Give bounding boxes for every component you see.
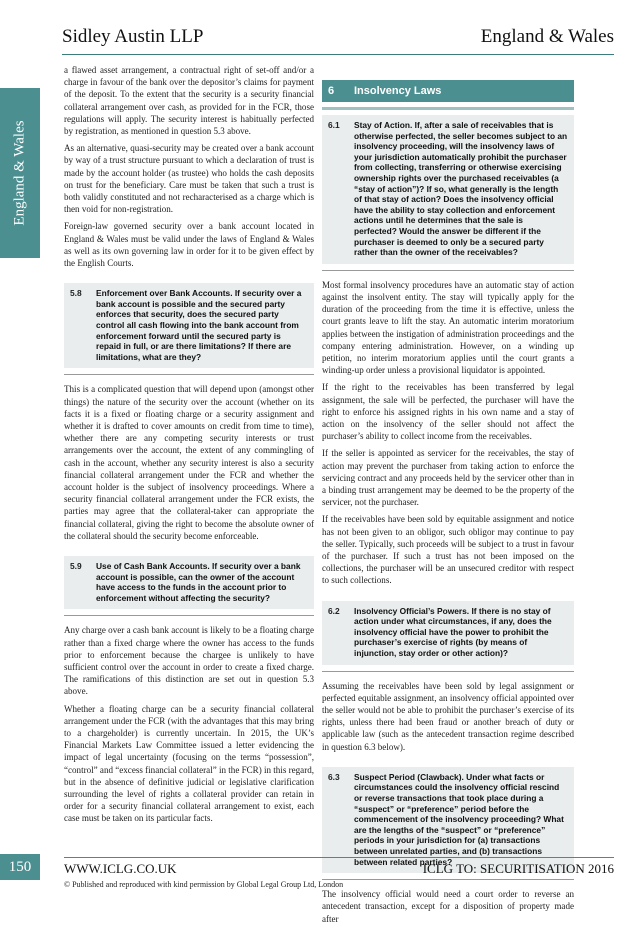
question-number: 5.9: [70, 561, 82, 572]
section-heading: [322, 80, 574, 102]
footer-divider: [64, 857, 614, 858]
body-paragraph: As an alternative, quasi-security may be created over a bank account by way of a trust structure pursuant to which a declaration of trust is made by the account holder (as trustee) who holds the cash deposits on trust for the beneficiary. Care must be taken that such a trust is both validly constituted and not recharacterised as a charge which is then void for non-registration.: [64, 143, 314, 215]
header-jurisdiction: England & Wales: [480, 26, 614, 47]
answer-paragraph: This is a complicated question that will depend upon (amongst other things) the nature of the security over the account (whether on its facts it is a fixed or floating charge or a security assignment and whether it is drafted to cover amounts on credit from time to time), whether there are any competing security interests or trust arrangements over the account, the extent of any commingling of cash in the account, whether any security interest is also a security financial collateral arrangement under the FCR and whether the account holder is the subject of insolvency proceedings. Where a security financial collateral arrangement under the FCR exists, the parties may agree that the collateral-taker can appropriate the financial collateral, giving the right to become the absolute owner of the collateral should the security become enforceable.: [64, 384, 314, 541]
question-text: Suspect Period (Clawback). Under what facts or circumstances could the insolvency official rescind or reverse transactions that took place during a “suspect” or “preference” period before the commencement of the insolvency proceeding? What are the lengths of the “suspect” or “preference” periods in your jurisdiction for (a) transactions between unrelated parties, and (b) transactions between related parties?: [354, 771, 564, 867]
footer-publication-title: ICLG TO: SECURITISATION 2016: [422, 861, 614, 876]
side-tab-label: England & Wales: [11, 120, 28, 226]
question-divider: [64, 615, 314, 616]
left-column: [64, 64, 314, 830]
question-text: Enforcement over Bank Accounts. If security over a bank account is possible and the secured party enforces that security, does the secured party control all cash flowing into the bank account from enforcement forward until the secured party is repaid in full, or are there limitations? If there are limitations, what are they?: [96, 288, 302, 362]
question-text: Use of Cash Bank Accounts. If security over a bank account is possible, can the owner of the account have access to the funds in the account prior to enforcement without affecting the security?: [96, 561, 301, 603]
answer-paragraph: Most formal insolvency procedures have an automatic stay of action against the insolvent entity. The stay will typically apply for the duration of the proceeding from the time it is effective, unless the court grants leave to lift the stay. An automatic interim moratorium applies between the instigation of administration proceedings and the company entering administration. However, on a winding up petition, no interim moratorium applies until the court grants a winding-up order unless a provisional liquidator is appointed.: [322, 279, 574, 376]
question-divider: [322, 671, 574, 672]
header-divider: [62, 54, 614, 55]
section-heading-underline: [322, 107, 574, 110]
body-paragraph: Foreign-law governed security over a bank account located in England & Wales must be valid under the laws of England & Wales as well as its own governing law in order for it to be given effect by the English Courts.: [64, 221, 314, 269]
answer-paragraph: If the receivables have been sold by equitable assignment and notice has not been given to an obligor, such obligor may continue to pay the seller. Typically, such proceeds will be subject to a trust in favour of the purchaser. If such a trust has not been imposed on the collections, the purchaser will be an unsecured creditor with respect to such collections.: [322, 514, 574, 586]
question-text: Stay of Action. If, after a sale of receivables that is otherwise perfected, the seller becomes subject to an insolvency proceeding, will the insolvency laws of your jurisdiction automatically prohibit the purchaser from collecting, transferring or otherwise exercising ownership rights over the purchased receivables (a “stay of action”)? If so, what generally is the length of that stay of action? Does the insolvency official have the ability to stay collection and enforcement actions until he determines that the sale is perfected? Would the answer be different if the purchaser is deemed to only be a secured party rather than the owner of the receivables?: [354, 120, 568, 258]
question-box-5-8: [64, 283, 314, 368]
answer-paragraph: If the seller is appointed as servicer for the receivables, the stay of action may prevent the purchaser from taking action to enforce the servicing contract and any proceeds held by the servicer other than in a binding trust arrangement may be deemed to be the property of the servicer, not the purchaser.: [322, 448, 574, 508]
question-box-6-2: [322, 601, 574, 665]
question-divider: [322, 270, 574, 271]
page-number: 150: [0, 854, 40, 880]
question-box-5-9: [64, 556, 314, 609]
right-column: [322, 80, 574, 930]
question-number: 6.3: [328, 771, 340, 782]
section-title: Insolvency Laws: [354, 85, 442, 97]
question-number: 5.8: [70, 288, 82, 299]
question-text: Insolvency Official’s Powers. If there is no stay of action under what circumstances, if any, does the insolvency official have the power to prohibit the purchaser’s exercise of rights (by means of injunction, stay order or other action)?: [354, 605, 552, 658]
answer-paragraph: Assuming the receivables have been sold by legal assignment or perfected equitable assignment, an insolvency official appointed over the seller would not be able to prohibit the purchaser’s exercise of its rights, unless there had been fraud or another breach of duty or applicable law (such as the antecedent transaction regime described in question 6.3 below).: [322, 680, 574, 752]
section-number: 6: [328, 85, 335, 97]
answer-paragraph: Whether a floating charge can be a security financial collateral arrangement under the FCR (with the advantages that this may bring to a chargeholder) is currently uncertain. In 2015, the UK’s Financial Markets Law Committee issued a letter evidencing the impact of legal uncertainty (focusing on the terms “possession”, “control” and “excess financial collateral” in the FCR) in this regard, but in the absence of definitive judicial or legislative clarification surrounding the level of rights a collateral provider can retain in order for a security financial collateral arrangement to exist, each case must be taken on its particular facts.: [64, 703, 314, 824]
answer-paragraph: If the right to the receivables has been transferred by legal assignment, the sale will be perfected, the purchaser will have the right to enforce his assigned rights in his own name and a stay of action on the insolvency of the seller should not affect the purchaser’s ability to collect income from the receivables.: [322, 382, 574, 442]
question-divider: [322, 879, 574, 880]
question-number: 6.1: [328, 120, 340, 130]
footer-url: WWW.ICLG.CO.UK: [64, 861, 177, 876]
answer-paragraph: Any charge over a cash bank account is likely to be a floating charge rather than a fixed charge where the owner has access to the funds prior to enforcement because the chargee is unlikely to have sufficient control over the account in order to create a fixed charge. The ramifications of this distinction are set out in question 5.3 above.: [64, 625, 314, 697]
question-box-6-1: [322, 115, 574, 264]
answer-paragraph: The insolvency official would need a court order to reverse an antecedent transaction, except for a disposition of property made after: [322, 889, 574, 924]
question-divider: [64, 374, 314, 375]
body-paragraph: a flawed asset arrangement, a contractual right of set-off and/or a charge in favour of the bank over the depositor’s claims for payment of the deposit. To the extent that the security is a security financial collateral arrangement over cash, as provided for in the FCR, those regulations will apply. The security interest is habitually perfected by registration, as mentioned in question 5.3 above.: [64, 65, 314, 137]
footer-permission-notice: © Published and reproduced with kind permission by Global Legal Group Ltd, London: [64, 880, 344, 889]
question-number: 6.2: [328, 605, 340, 616]
header-firm-name: Sidley Austin LLP: [62, 26, 204, 47]
